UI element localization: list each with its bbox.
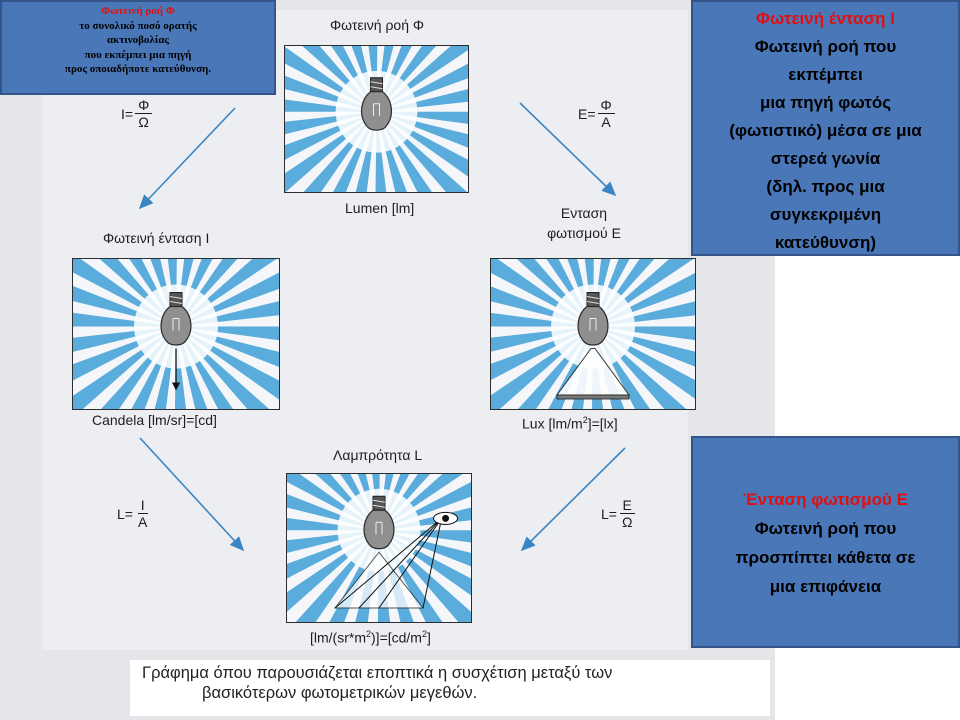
note-intensity-line: στερεά γωνία — [770, 149, 881, 168]
note-illuminance — [691, 436, 960, 648]
luminance-panel — [286, 473, 472, 623]
formula-illuminance: E= $\frac{\Phi}{A}$ — [578, 97, 615, 130]
note-intensity-line: κατεύθυνση) — [774, 233, 877, 252]
note-intensity-line: (φωτιστικό) μέσα σε μια — [729, 121, 922, 140]
note-luminous-intensity — [691, 0, 960, 256]
note-intensity-line: Φωτεινή ροή που — [754, 37, 897, 56]
light-bulb-icon — [285, 46, 468, 192]
illuminance-panel — [490, 258, 696, 410]
note-flux-line: το συνολικό ποσό ορατής — [79, 19, 197, 32]
illuminance-title-2: φωτισμού Ε — [547, 225, 621, 241]
note-intensity-line: εκπέμπει — [788, 65, 863, 84]
flux-panel — [284, 45, 469, 193]
note-luminous-flux — [0, 0, 276, 95]
arrow-intensity-to-luminance — [140, 438, 243, 550]
caption-line-2: βασικότερων φωτομετρικών μεγεθών. — [202, 684, 478, 702]
luminance-unit: $[lm/(sr*m^2)]=[cd/m^2]$ — [310, 629, 431, 646]
illuminance-unit: Lux $[lm/m^2]=[lx]$ — [522, 415, 618, 432]
arrow-flux-to-intensity — [140, 108, 235, 208]
light-bulb-icon — [73, 259, 279, 409]
note-illuminance-title: Ένταση φωτισμού Ε — [743, 490, 908, 509]
note-flux-line: προς οποιαδήποτε κατεύθυνση. — [64, 63, 212, 75]
note-intensity-line: μια πηγή φωτός — [759, 93, 892, 112]
illuminance-title-1: Ενταση — [560, 205, 608, 221]
note-intensity-line: (δηλ. προς μια — [766, 177, 885, 196]
note-illuminance-line: προσπίπτει κάθετα σε — [735, 548, 916, 567]
note-flux-title: Φωτεινή ροή Φ — [101, 5, 175, 17]
light-bulb-icon — [491, 259, 695, 409]
luminance-title: Λαμπρότητα L — [333, 447, 423, 463]
formula-intensity: I= $\frac{\Phi}{\Omega}$ — [121, 97, 152, 130]
note-illuminance-line: Φωτεινή ροή που — [754, 519, 897, 538]
note-flux-line: ακτινοβολίας — [106, 34, 170, 46]
light-bulb-icon — [287, 474, 471, 622]
formula-luminance-2: L= $\frac{E}{\Omega}$ — [601, 497, 635, 530]
caption-line-1: Γράφημα όπου παρουσιάζεται εποπτικά η συσχέτιση μεταξύ των — [142, 664, 613, 682]
intensity-panel — [72, 258, 280, 410]
intensity-title: Φωτεινή ένταση I — [103, 230, 210, 246]
note-illuminance-line: μια επιφάνεια — [769, 577, 882, 596]
note-flux-line: που εκπέμπει μια πηγή — [84, 48, 192, 61]
formula-luminance-1: L= $\frac{I}{A}$ — [117, 497, 148, 530]
note-intensity-title: Φωτεινή ένταση I — [756, 9, 895, 28]
eye-icon — [434, 512, 458, 524]
note-intensity-line: συγκεκριμένη — [769, 205, 882, 224]
intensity-unit: Candela [lm/sr]=[cd] — [92, 412, 217, 428]
flux-title: Φωτεινή ροή Φ — [330, 17, 425, 33]
flux-unit: Lumen [lm] — [345, 200, 415, 216]
figure-caption — [130, 660, 770, 716]
